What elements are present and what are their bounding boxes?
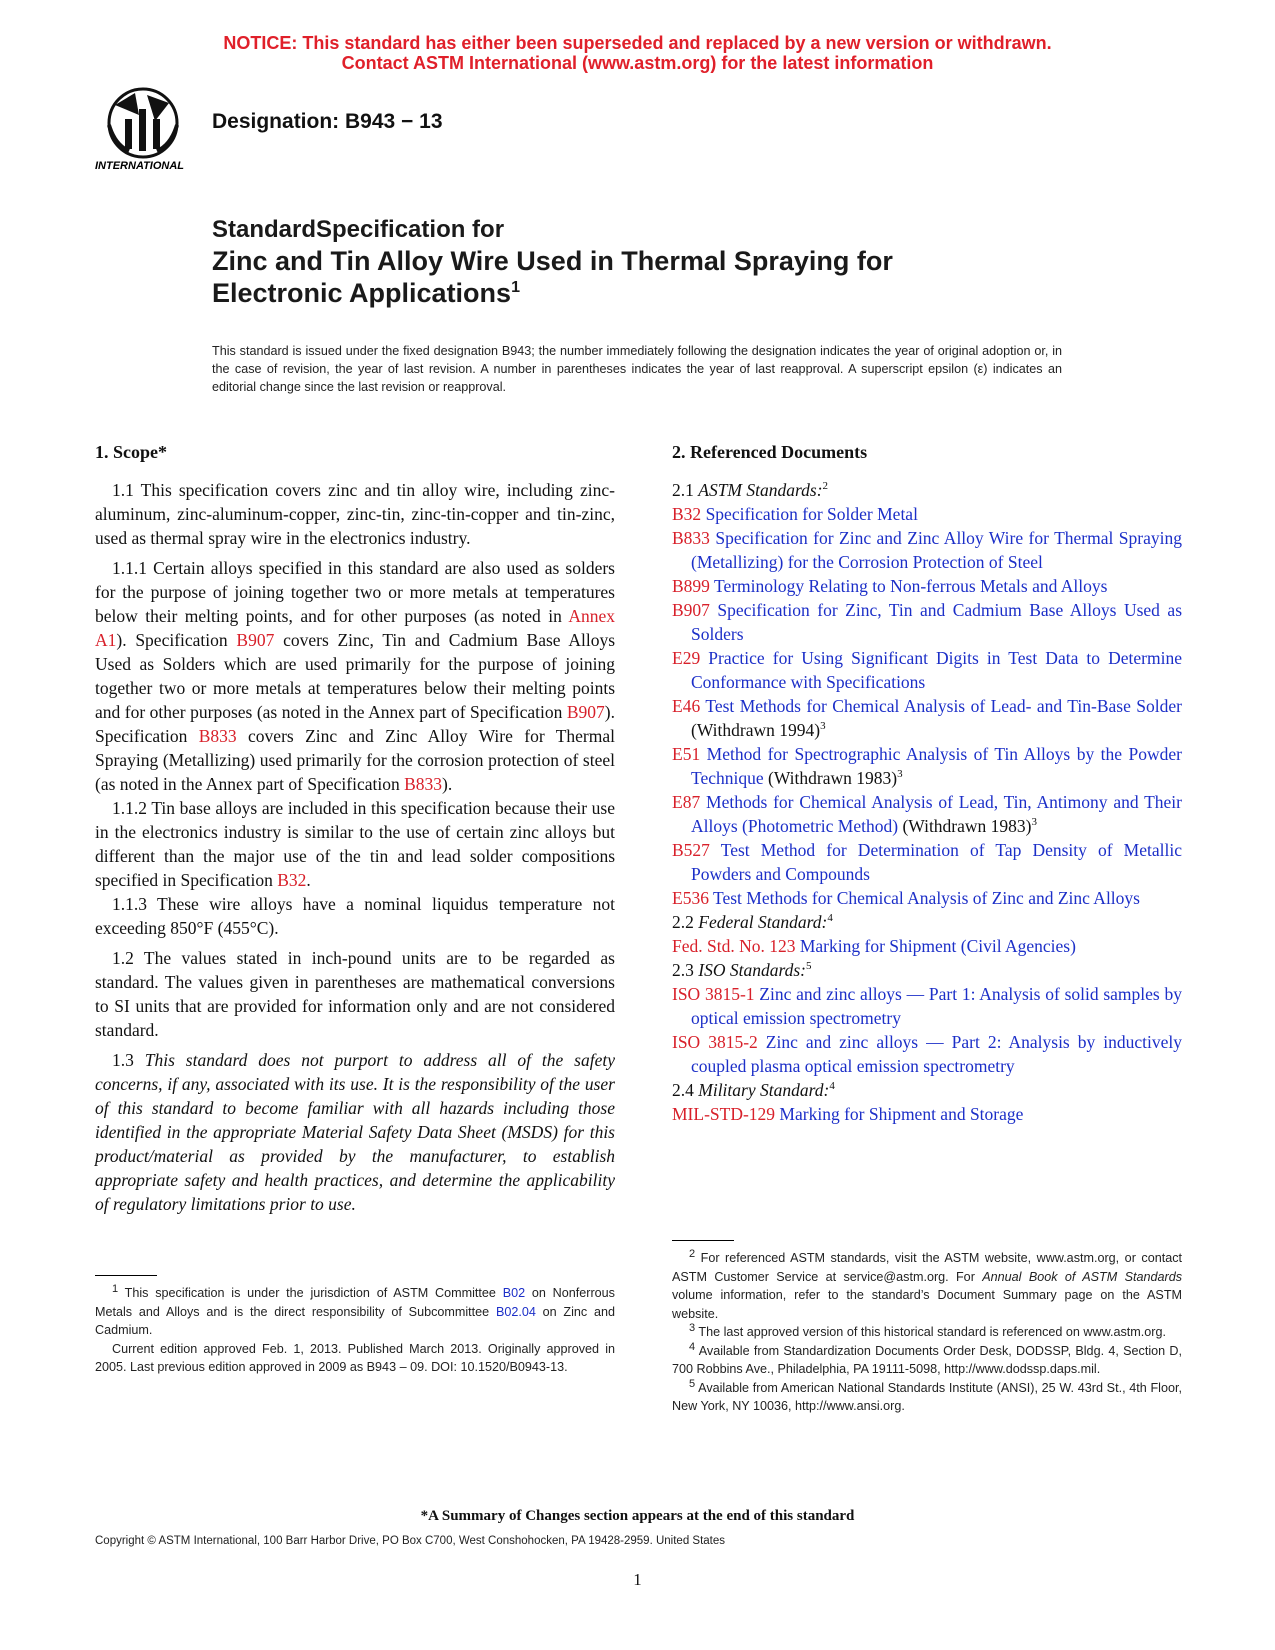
footnote-rule xyxy=(672,1240,734,1241)
reference-code[interactable]: B899 xyxy=(672,576,710,596)
link-b32[interactable]: B32 xyxy=(277,870,307,890)
reference-item xyxy=(672,1102,1182,1126)
reference-title[interactable]: Specification for Solder Metal xyxy=(701,504,918,524)
footnote-5: $^5$ Available from American National Standards Institute (ANSI), 25 W. 43rd St., 4th Floor, New York, NY 10036, http://www.ansi.org. xyxy=(672,1377,1182,1413)
reference-title[interactable]: Specification for Zinc and Zinc Alloy Wire for Thermal Spraying (Metallizing) for the Corrosion Protection of Steel xyxy=(691,528,1182,572)
footnote-mark: 3 xyxy=(820,720,826,733)
reference-title[interactable]: Terminology Relating to Non-ferrous Metals and Alloys xyxy=(709,576,1108,596)
reference-item xyxy=(672,742,1182,790)
reference-item xyxy=(672,886,1182,910)
notice-line-1: NOTICE: This standard has either been superseded and replaced by a new version or withdrawn. xyxy=(223,33,1052,53)
reference-item xyxy=(672,694,1182,742)
reference-title[interactable]: Marking for Shipment and Storage xyxy=(775,1104,1024,1124)
para-1-3: 1.3 This standard does not purport to address all of the safety concerns, if any, associated with its use. It is the responsibility of the user of this standard to become familiar with all hazards including those identified in the appropriate Material Safety Data Sheet (MSDS) for this product/material as provided by the manufacturer, to establish appropriate safety and health practices, and determine the applicability of regulatory limitations prior to use. xyxy=(95,1050,615,1214)
title-footnote-mark: 1 xyxy=(511,279,520,296)
link-b02[interactable]: B02 xyxy=(502,1286,526,1300)
astm-logo xyxy=(95,85,195,175)
reference-title[interactable]: Practice for Using Significant Digits in Test Data to Determine Conformance with Specifications xyxy=(691,648,1182,692)
footnote-1-edition: Current edition approved Feb. 1, 2013. Published March 2013. Originally approved in 2005. Last previous edition approved in 2009 as B943 – 09. DOI: 10.1520/B0943-13. xyxy=(95,1341,615,1374)
scope-heading: 1. Scope* xyxy=(95,442,167,462)
right-footnotes xyxy=(672,1240,1182,1416)
para-1-2: 1.2 The values stated in inch-pound units are to be regarded as standard. The values given in parentheses are mathematical conversions to SI units that are provided for information only and are not considered standard. xyxy=(95,948,615,1040)
summary-note: *A Summary of Changes section appears at the end of this standard xyxy=(420,1508,855,1524)
reference-item xyxy=(672,646,1182,694)
para-1-1-1: 1.1.1 Certain alloys specified in this standard are also used as solders for the purpose of joining together two or more metals at temperatures below their melting points, and for other purposes (as noted in Annex A1). Specification B907 covers Zinc, Tin and Cadmium Base Alloys Used as Solders which are used primarily for the purpose of joining together two or more metals at temperatures below their melting points and for other purposes (as noted in the Annex part of Specification B907). Specification B833 covers Zinc and Zinc Alloy Wire for Thermal Spraying (Metallizing) used primarily for the corrosion protection of steel (as noted in the Annex part of Specification B833). xyxy=(95,558,616,794)
copyright: Copyright © ASTM International, 100 Barr Harbor Drive, PO Box C700, West Conshohocken, PA 19428-2959. United States xyxy=(95,1535,726,1547)
notice-line-2: Contact ASTM International (www.astm.org) for the latest information xyxy=(341,53,934,73)
right-column xyxy=(672,440,1182,1126)
reference-item xyxy=(672,574,1182,598)
reference-item xyxy=(672,934,1182,958)
reference-title[interactable]: Marking for Shipment (Civil Agencies) xyxy=(795,936,1076,956)
link-b907[interactable]: B907 xyxy=(236,630,275,650)
reference-code[interactable]: E29 xyxy=(672,648,701,668)
title-line-1: StandardSpecification for xyxy=(212,216,505,243)
section-2-2: 2.2 Federal Standard:$^4$ xyxy=(672,912,833,932)
reference-title[interactable]: Specification for Zinc, Tin and Cadmium Base Alloys Used as Solders xyxy=(691,600,1182,644)
link-b833[interactable]: B833 xyxy=(198,726,237,746)
page-number: 1 xyxy=(633,1570,642,1589)
section-2-4: 2.4 Military Standard:$^4$ xyxy=(672,1080,835,1100)
reference-title[interactable]: Methods for Chemical Analysis of Lead, Tin, Antimony and Their Alloys (Photometric Method) xyxy=(691,792,1182,836)
withdrawn-note: (Withdrawn 1983) xyxy=(898,816,1032,836)
reference-code[interactable]: E51 xyxy=(672,744,701,764)
reference-title[interactable]: Test Method for Determination of Tap Density of Metallic Powders and Compounds xyxy=(691,840,1182,884)
para-1-1-2: 1.1.2 Tin base alloys are included in this specification because their use in the electronics industry is similar to the use of certain zinc alloys but different than the major use of the tin and lead solder compositions specified in Specification B32. xyxy=(95,798,615,890)
reference-item xyxy=(672,502,1182,526)
referenced-heading: 2. Referenced Documents xyxy=(672,442,868,462)
reference-code[interactable]: B907 xyxy=(672,600,710,620)
reference-title[interactable]: Zinc and zinc alloys — Part 1: Analysis of solid samples by optical emission spectrometry xyxy=(691,984,1182,1028)
link-annex-a1[interactable]: Annex A1 xyxy=(95,606,615,650)
title-line-3: Electronic Applications$^1$ xyxy=(212,278,520,308)
reference-title[interactable]: Test Methods for Chemical Analysis of Zinc and Zinc Alloys xyxy=(708,888,1140,908)
reference-item xyxy=(672,790,1182,838)
reference-code[interactable]: E87 xyxy=(672,792,701,812)
link-b0204[interactable]: B02.04 xyxy=(495,1304,536,1319)
section-2-3: 2.3 ISO Standards:$^5$ xyxy=(672,960,812,980)
reference-code[interactable]: E46 xyxy=(672,696,701,716)
footnote-4: $^4$ Available from Standardization Documents Order Desk, DODSSP, Bldg. 4, Section D, 700 Robbins Ave., Philadelphia, PA 19111-5098, http://www.dodssp.daps.mil. xyxy=(672,1340,1182,1376)
reference-item xyxy=(672,838,1182,886)
footnote-2: $^2$ For referenced ASTM standards, visit the ASTM website, www.astm.org, or contact ASTM Customer Service at service@astm.org. For Annual Book of ASTM Standards volume information, refer to the standard’s Document Summary page on the ASTM website. xyxy=(672,1247,1183,1321)
reference-code[interactable]: B527 xyxy=(672,840,710,860)
reference-item xyxy=(672,982,1182,1030)
reference-item xyxy=(672,526,1182,574)
left-footnotes xyxy=(95,1275,615,1377)
reference-code[interactable]: ISO 3815-2 xyxy=(672,1032,758,1052)
document-title xyxy=(212,215,893,309)
footnote-rule xyxy=(95,1275,157,1276)
withdrawn-note: (Withdrawn 1994) xyxy=(691,720,821,740)
reference-code[interactable]: E536 xyxy=(672,888,709,908)
link-b907[interactable]: B907 xyxy=(566,702,605,722)
astm-logo-icon xyxy=(95,85,195,175)
logo-text: INTERNATIONAL xyxy=(95,160,185,172)
para-1-1: 1.1 This specification covers zinc and tin alloy wire, including zinc-aluminum, zinc-aluminum-copper, zinc-tin, zinc-tin-copper and tin-zinc, used as thermal spray wire in the electronics industry. xyxy=(95,480,615,548)
reference-code[interactable]: MIL-STD-129 xyxy=(672,1104,776,1124)
reference-code[interactable]: ISO 3815-1 xyxy=(672,984,755,1004)
designation: Designation: B943 − 13 xyxy=(212,110,443,133)
notice-banner xyxy=(0,33,1275,73)
reference-item xyxy=(672,1030,1182,1078)
link-b833[interactable]: B833 xyxy=(404,774,443,794)
reference-item xyxy=(672,598,1182,646)
footnote-1: $^1$ This specification is under the jurisdiction of ASTM Committee B02 on Nonferrous Metals and Alloys and is the direct responsibility of Subcommittee B02.04 on Zinc and Cadmium. xyxy=(95,1282,615,1337)
footnote-mark: 3 xyxy=(897,768,903,781)
reference-code[interactable]: B833 xyxy=(672,528,710,548)
astm-reference-list xyxy=(672,502,1182,910)
footnote-mark: 3 xyxy=(1031,816,1037,829)
reference-title[interactable]: Zinc and zinc alloys — Part 2: Analysis by inductively coupled plasma optical emission spectrometry xyxy=(691,1032,1183,1076)
withdrawn-note: (Withdrawn 1983) xyxy=(763,768,898,788)
footnote-3: $^3$ The last approved version of this historical standard is referenced on www.astm.org. xyxy=(689,1321,1166,1339)
title-line-2: Zinc and Tin Alloy Wire Used in Thermal Spraying for xyxy=(212,246,893,276)
section-2-1: 2.1 ASTM Standards:$^2$ xyxy=(672,480,829,500)
left-column xyxy=(95,440,615,1216)
reference-code[interactable]: Fed. Std. No. 123 xyxy=(672,936,796,956)
issued-note: This standard is issued under the fixed designation B943; the number immediately following the designation indicates the year of original adoption or, in the case of revision, the year of last revision. A number in parentheses indicates the year of last reapproval. A superscript epsilon (ε) indicates an editorial change since the last revision or reapproval. xyxy=(212,344,1062,394)
reference-title[interactable]: Test Methods for Chemical Analysis of Lead- and Tin-Base Solder xyxy=(700,696,1182,716)
reference-code[interactable]: B32 xyxy=(672,504,702,524)
reference-title[interactable]: Method for Spectrographic Analysis of Tin Alloys by the Powder Technique xyxy=(691,744,1182,788)
para-1-1-3: 1.1.3 These wire alloys have a nominal liquidus temperature not exceeding 850°F (455°C). xyxy=(95,894,615,938)
